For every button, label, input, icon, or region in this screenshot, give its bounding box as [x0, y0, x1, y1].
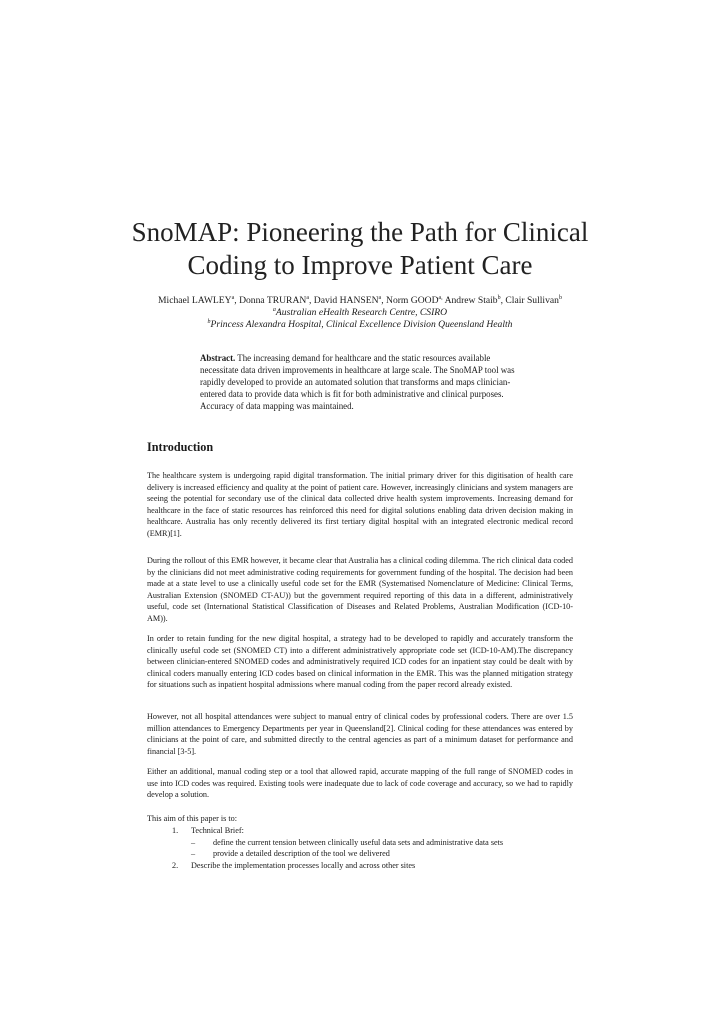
paragraph: This aim of this paper is to: [147, 814, 238, 823]
author-affiliation-mark: b [558, 295, 562, 301]
list-bullet-dash: – [191, 837, 196, 847]
affiliation-b-text: Princess Alexandra Hospital, Clinical Excellence Division Queensland Health [210, 319, 513, 331]
paragraph: In order to retain funding for the new digital hospital, a strategy had to be developed to rapidly and accurately transform the clinically useful code set (SNOMED CT) into a different administratively appropriate code set (ICD-10-AM).The discrepancy between clinician-entered SNOMED codes and administratively required ICD codes for an inpatient stay could be dealt with by clinical coders manually entering ICD codes based on clinical information in the EMR. This was the planned mitigation strategy for situations such as inpatient hospital admissions where manual coding from the paper record already existed. [147, 634, 573, 689]
paragraph: Either an additional, manual coding step or a tool that allowed rapid, accurate mapping of the full range of SNOMED codes in use into ICD codes was required. Existing tools were inadequate due to lack of code coverage and accuracy, so we had to rapidly develop a solution. [147, 767, 573, 799]
list-item: Describe the implementation processes locally and across other sites [191, 860, 416, 870]
affiliation-b [80, 316, 640, 331]
affiliation-b-mark: b [207, 319, 211, 325]
abstract-text: The increasing demand for healthcare and the static resources available necessitate data driven improvements in healthcare at large scale. The SnoMAP tool was rapidly developed to provide an automated solution that transforms and maps clinician-entered data to provide data which is fit for both administrative and clinical purposes. Accuracy of data mapping was maintained. [200, 353, 515, 411]
affiliation-a-text: Australian eHealth Research Centre, CSIRO [275, 307, 448, 319]
author-affiliation-mark: b [497, 295, 501, 301]
author-name: David HANSEN [313, 295, 379, 307]
section-heading-introduction: Introduction [147, 440, 214, 454]
author-name: Andrew Staib [444, 295, 498, 307]
list-bullet-dash: – [191, 849, 196, 858]
paragraph: However, not all hospital attendances were subject to manual entry of clinical codes by professional coders. There are over 1.5 million attendances to Emergency Departments per year in Queensland[2]. Clinical coding for these attendances was entered by clinicians at the point of care, and submitted directly to the central agencies as part of a minimum dataset for performance and financial [3-5]. [147, 712, 573, 756]
author-affiliation-mark: a [231, 295, 235, 301]
paragraph: The healthcare system is undergoing rapid digital transformation. The initial primary driver for this digitisation of health care delivery is increased efficiency and quality at the point of patient care. However, increasingly clinicians and system managers are seeing the potential for secondary use of the clinical data collected drive health system improvements. Increasing demand for healthcare in the face of static resources has reinforced this need for digital solutions enabling data driven decision making in healthcare. Australia has only recently delivered its first tertiary digital hospital with an integrated electronic medical record (EMR)[1]. [147, 471, 573, 538]
list-subitem: define the current tension between clinically useful data sets and administrative data sets [213, 837, 504, 847]
list-item-number: 2. [172, 860, 179, 870]
author-name: Norm GOOD [386, 295, 439, 307]
aims-list [147, 825, 573, 873]
paragraph: During the rollout of this EMR however, it became clear that Australia has a clinical coding dilemma. The rich clinical data coded by the clinicians did not meet administrative coding requirements for government funding of the hospital. The decision had been made at a state level to use a clinically useful code set for the EMR (Systematised Nomenclature of Medicine: Clinical Terms, Australian Extension (SNOMED CT-AU)) but the government required reporting of this data in a different, administratively useful, code set (International Statistical Classification of Diseases and Related Problems, Australian Modification (ICD-10-AM)). [147, 556, 573, 623]
list-item: Technical Brief: [191, 826, 244, 835]
author-name: Donna TRURAN [239, 295, 307, 307]
title-line-2: Coding to Improve Patient Care [187, 250, 533, 280]
abstract [200, 352, 522, 412]
author-affiliation-mark: a [306, 295, 309, 301]
author-affiliation-mark: a [378, 295, 382, 301]
list-item-number: 1. [172, 826, 179, 835]
list-subitem: provide a detailed description of the tool we delivered [213, 849, 390, 858]
author-list: Michael LAWLEY$^a$, Donna TRURAN$^a$, David HANSEN$^a$, Norm $GOOD^{a,}$ Andrew Staib$^b$, Clair Sullivan$^b$ [158, 295, 562, 307]
author-name: Clair Sullivan [505, 295, 559, 307]
paper-title [110, 216, 610, 282]
abstract-label: Abstract. [200, 353, 236, 363]
author-name: Michael LAWLEY [158, 295, 232, 307]
author-affiliation-mark: a, [438, 295, 443, 301]
title-line-1: SnoMAP: Pioneering the Path for Clinical [131, 217, 589, 247]
affiliation-a-mark: a [272, 307, 276, 313]
